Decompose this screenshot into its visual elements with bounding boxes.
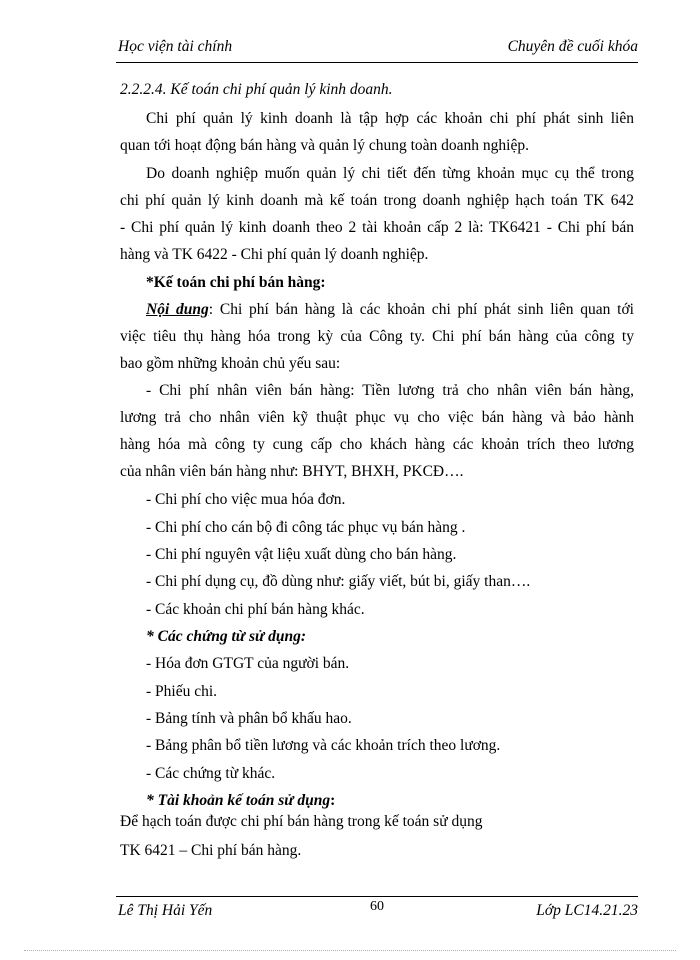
paragraph-line: hàng hóa mà công ty cung cấp cho khách hàng các khoản trích theo lương (120, 436, 634, 453)
paragraph-line: của nhân viên bán hàng như: BHYT, BHXH, PKCĐ…. (120, 463, 464, 480)
list-item: - Chi phí cho việc mua hóa đơn. (146, 491, 346, 508)
list-item: - Chi phí nguyên vật liệu xuất dùng cho bán hàng. (146, 546, 457, 563)
paragraph-line: quan tới hoạt động bán hàng và quản lý chung toàn doanh nghiệp. (120, 137, 529, 154)
list-item: - Chi phí nhân viên bán hàng: Tiền lương trả cho nhân viên bán hàng, (146, 382, 634, 399)
list-item: - Hóa đơn GTGT của người bán. (146, 655, 350, 672)
list-item: - Các khoản chi phí bán hàng khác. (146, 601, 365, 618)
paragraph-line: chi phí quản lý kinh doanh mà kế toán trong doanh nghiệp hạch toán TK 642 (120, 192, 634, 209)
list-item: - Chi phí dụng cụ, đồ dùng như: giấy viết, bút bi, giấy than…. (146, 573, 531, 590)
header-institution: Học viện tài chính (118, 38, 233, 55)
footer-author: Lê Thị Hải Yến (118, 902, 213, 919)
page-number: 60 (370, 899, 384, 914)
paragraph-line: Để hạch toán được chi phí bán hàng trong kế toán sử dụng (120, 813, 483, 830)
content-text: : Chi phí bán hàng là các khoản chi phí phát sinh liên quan tới (208, 301, 634, 318)
list-item: - Bảng tính và phân bổ khấu hao. (146, 710, 352, 727)
documents-heading: * Các chứng từ sử dụng: (146, 628, 307, 645)
section-title: 2.2.2.4. Kế toán chi phí quản lý kinh doanh. (120, 81, 393, 98)
list-item: - Chi phí cho cán bộ đi công tác phục vụ bán hàng . (146, 519, 466, 536)
footer-divider (116, 896, 638, 897)
paragraph-line: hàng và TK 6422 - Chi phí quản lý doanh nghiệp. (120, 246, 429, 263)
account-heading: * Tài khoản kế toán sử dụng (146, 792, 331, 809)
paragraph-line: - Chi phí quản lý kinh doanh theo 2 tài khoản cấp 2 là: TK6421 - Chi phí bán (120, 219, 634, 236)
content-intro-line (146, 300, 634, 320)
paragraph-line: Do doanh nghiệp muốn quản lý chi tiết đến từng khoản mục cụ thể trong (146, 165, 634, 182)
paragraph-line: bao gồm những khoản chủ yếu sau: (120, 355, 341, 372)
header-document-type: Chuyên đề cuối khóa (507, 38, 638, 55)
paragraph-line: lương trả cho nhân viên kỹ thuật phục vụ cho việc bán hàng và bảo hành (120, 409, 634, 426)
account-heading-line (146, 791, 634, 811)
paragraph-line: Chi phí quản lý kinh doanh là tập hợp các khoản chi phí phát sinh liên (146, 110, 634, 127)
header-divider (116, 62, 638, 63)
account-heading-colon: : (330, 792, 336, 809)
sales-cost-heading: *Kế toán chi phí bán hàng: (146, 274, 326, 291)
footer-class: Lớp LC14.21.23 (536, 902, 638, 919)
paragraph-line: việc tiêu thụ hàng hóa trong kỳ của Công ty. Chi phí bán hàng của công ty (120, 328, 634, 345)
list-item: - Bảng phân bổ tiền lương và các khoản trích theo lương. (146, 737, 501, 754)
content-label: Nội dung (146, 301, 209, 318)
list-item: - Phiếu chi. (146, 683, 218, 700)
list-item: - Các chứng từ khác. (146, 765, 276, 782)
page-break-line (24, 950, 676, 951)
paragraph-line: TK 6421 – Chi phí bán hàng. (120, 842, 302, 859)
